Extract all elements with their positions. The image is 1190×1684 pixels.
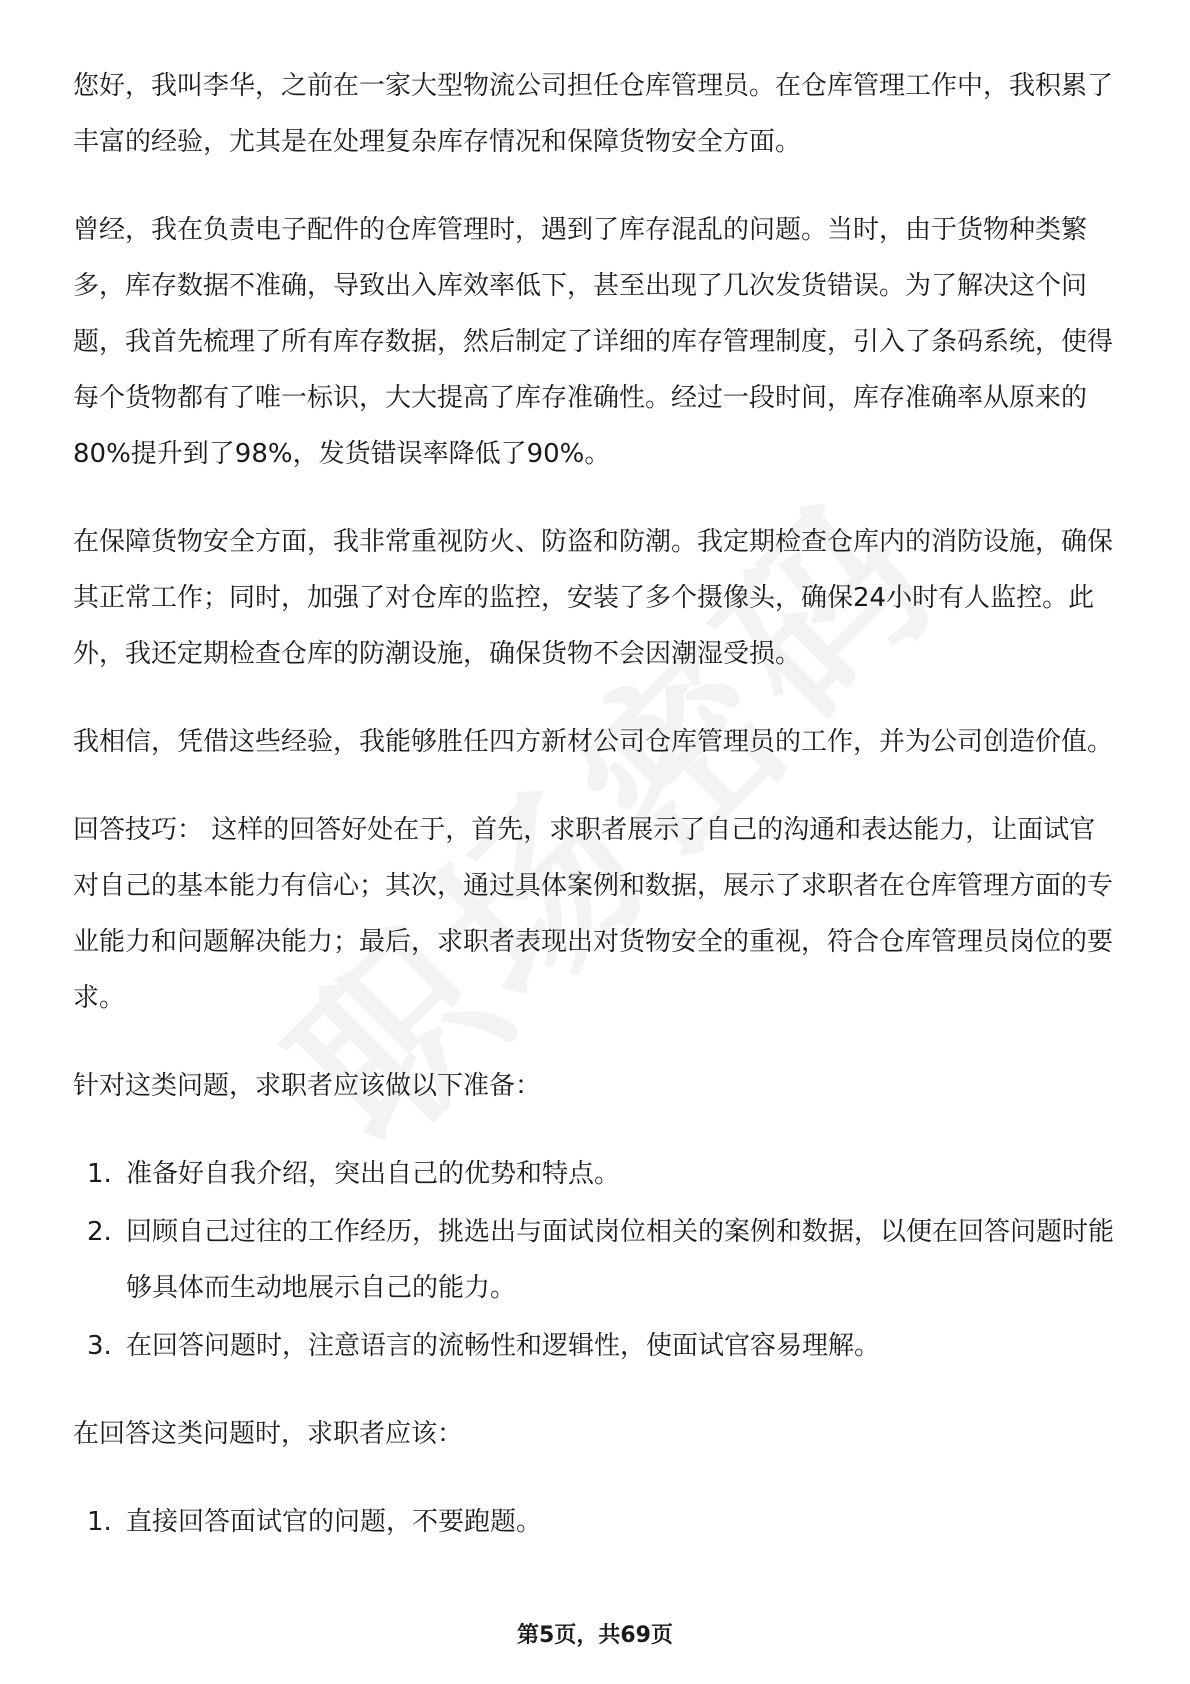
list-item [73,1318,1118,1374]
list-item [73,1494,1118,1550]
list-number: 1. [87,1507,112,1537]
list-number: 1. [87,1159,112,1189]
paragraph-safety: 在保障货物安全方面，我非常重视防火、防盗和防潮。我定期检查仓库内的消防设施，确保其正常工作；同时，加强了对仓库的监控，安装了多个摄像头，确保24小时有人监控。此外，我还定期检查仓库的防潮设施，确保货物不会因潮湿受损。 [73,527,1114,669]
list-number: 3. [87,1331,112,1361]
list-number: 2. [87,1217,112,1247]
paragraph-answer-heading: 在回答这类问题时，求职者应该： [73,1419,464,1449]
list-item [73,1146,1118,1202]
paragraph-tips: 回答技巧： 这样的回答好处在于，首先，求职者展示了自己的沟通和表达能力，让面试官对自己的基本能力有信心；其次，通过具体案例和数据，展示了求职者在仓库管理方面的专业能力和问题解决能力；最后，求职者表现出对货物安全的重视，符合仓库管理员岗位的要求。 [73,815,1114,1013]
page-footer: 第5页，共69页 [517,1623,673,1648]
list-text: 准备好自我介绍，突出自己的优势和特点。 [126,1159,621,1189]
paragraph-conclusion: 我相信，凭借这些经验，我能够胜任四方新材公司仓库管理员的工作，并为公司创造价值。 [73,727,1114,757]
prep-list [73,1146,1118,1374]
paragraph-intro: 您好，我叫李华，之前在一家大型物流公司担任仓库管理员。在仓库管理工作中，我积累了丰富的经验，尤其是在处理复杂库存情况和保障货物安全方面。 [73,71,1114,157]
list-text: 直接回答面试官的问题，不要跑题。 [126,1507,543,1537]
list-item [73,1204,1118,1316]
document-body [73,58,1118,1582]
list-text: 在回答问题时，注意语言的流畅性和逻辑性，使面试官容易理解。 [126,1331,881,1361]
list-text: 回顾自己过往的工作经历，挑选出与面试岗位相关的案例和数据，以便在回答问题时能够具体而生动地展示自己的能力。 [126,1217,1115,1303]
paragraph-case: 曾经，我在负责电子配件的仓库管理时，遇到了库存混乱的问题。当时，由于货物种类繁多，库存数据不准确，导致出入库效率低下，甚至出现了几次发货错误。为了解决这个问题，我首先梳理了所有库存数据，然后制定了详细的库存管理制度，引入了条码系统，使得每个货物都有了唯一标识，大大提高了库存准确性。经过一段时间，库存准确率从原来的80%提升到了98%，发货错误率降低了90%。 [73,215,1114,469]
answer-list [73,1494,1118,1550]
paragraph-prep-heading: 针对这类问题，求职者应该做以下准备： [73,1071,542,1101]
